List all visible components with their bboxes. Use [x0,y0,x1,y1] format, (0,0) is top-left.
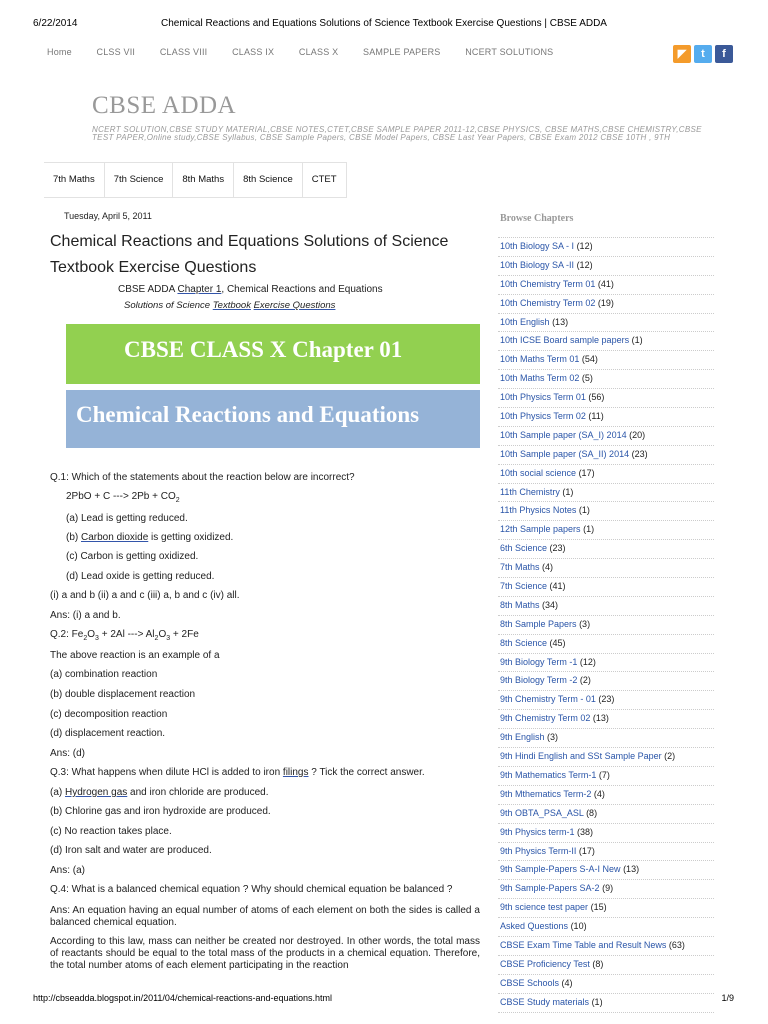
q4-paragraph: According to this law, mass can neither be created nor destroyed. In other words, the total mass of reactants should be equal to the total mass of the products in a chemical equation. Therefore, the total number atoms of each element participating in the reaction [50,936,480,971]
chapter-link[interactable]: 8th Science [500,637,548,648]
twitter-icon[interactable]: t [694,45,712,63]
chapter-post-count: (12) [579,656,596,667]
q3-option-c: (c) No reaction takes place. [50,826,172,837]
sidebar-chapter-item[interactable] [498,276,714,295]
chapter-post-count: (20) [629,429,646,440]
sidebar-chapter-item[interactable] [498,767,714,786]
chapter-post-count: (13) [592,713,609,724]
chapter-post-count: (17) [578,467,595,478]
sidebar-chapter-item[interactable] [498,672,714,691]
sidebar-chapter-item[interactable] [498,295,714,314]
blog-description: NCERT SOLUTION,CBSE STUDY MATERIAL,CBSE NOTES,CTET,CBSE SAMPLE PAPER 2011-12,CBSE PHYSICS, CBSE MATHS,CBSE CHEMISTRY,CBSE TEST PAPER,Online study,CBSE Syllabus, CBSE Sample Papers, CBSE Model Papers, CBSE Last Year Papers, CBSE Exam 2012 CBSE 10TH , 9TH [92,125,702,142]
chapter-link[interactable]: Chapter 1 [177,284,222,295]
chapter-link[interactable]: 10th Chemistry Term 01 [500,278,596,289]
chapter-post-count: (3) [579,618,591,629]
sidebar-chapter-item[interactable] [498,238,714,257]
sidebar-chapter-item[interactable] [498,975,714,994]
nav-class-viii[interactable]: CLASS VIII [159,47,208,57]
chapter-banner-image [62,316,480,458]
sidebar-chapter-item[interactable] [498,956,714,975]
q1-option-b: (b) Carbon dioxide is getting oxidized. [66,532,234,543]
q1-option-d: (d) Lead oxide is getting reduced. [66,571,215,582]
chapter-post-count: (1) [578,505,590,516]
banner-line-1: CBSE CLASS X Chapter 01 [124,337,403,362]
chapter-post-count: (23) [631,448,648,459]
question-1: Q.1: Which of the statements about the reaction below are incorrect? [50,472,355,483]
chapter-post-count: (4) [542,562,554,573]
chapter-post-count: (1) [591,996,603,1007]
textbook-link[interactable]: Textbook [212,300,251,311]
tab-ctet[interactable]: CTET [303,163,347,197]
print-page-number: 1/9 [721,993,734,1003]
sidebar-chapter-item[interactable] [498,351,714,370]
tab-8th-maths[interactable]: 8th Maths [173,163,234,197]
sidebar-chapter-item[interactable] [498,465,714,484]
chapter-link[interactable]: CBSE Schools [500,977,560,988]
sidebar-chapter-item[interactable] [498,691,714,710]
chapter-link[interactable]: 9th Physics Term-II [500,845,577,856]
sidebar-chapter-item[interactable] [498,937,714,956]
chapter-post-count: (19) [597,297,614,308]
chapter-link[interactable]: 9th Sample-Papers SA-2 [500,883,600,894]
nav-class-vii[interactable]: CLSS VII [96,47,136,57]
chapter-post-count: (9) [602,883,614,894]
chapter-link[interactable]: 9th Mathematics Term-1 [500,769,597,780]
print-title: Chemical Reactions and Equations Solutions of Science Textbook Exercise Questions | CBSE ADDA [161,18,607,29]
question-3: Q.3: What happens when dilute HCl is added to iron filings ? Tick the correct answer. [50,767,425,778]
sidebar-chapter-item[interactable] [498,710,714,729]
chapter-link[interactable]: 10th Chemistry Term 02 [500,297,596,308]
print-date: 6/22/2014 [33,18,78,29]
social-links [670,44,733,63]
q1-option-a: (a) Lead is getting reduced. [66,513,188,524]
chapter-post-count: (34) [542,599,559,610]
tab-7th-science[interactable]: 7th Science [105,163,174,197]
q1-option-c: (c) Carbon is getting oxidized. [66,551,199,562]
q3-answer: Ans: (a) [50,865,86,876]
sidebar-chapter-item[interactable] [498,597,714,616]
chapter-post-count: (54) [581,354,598,365]
chapter-link[interactable]: 9th Hindi English and SSt Sample Paper [500,751,662,762]
top-nav [33,40,733,70]
chapter-post-count: (8) [586,807,598,818]
post-subtitle: Solutions of Science Textbook Exercise Questions [124,300,336,311]
sidebar-chapter-item[interactable] [498,521,714,540]
chapter-post-count: (10) [570,921,587,932]
nav-home[interactable]: Home [47,47,72,57]
nav-class-x[interactable]: CLASS X [298,47,339,57]
sidebar-chapter-item[interactable] [498,654,714,673]
chapter-post-count: (17) [578,845,595,856]
chapter-link[interactable]: CBSE Exam Time Table and Result News [500,939,667,950]
chapter-post-count: (12) [576,241,593,251]
sidebar-chapter-item[interactable] [498,257,714,276]
chapter-post-count: (45) [549,637,566,648]
chapter-post-count: (38) [577,826,594,837]
sidebar-chapter-item[interactable] [498,635,714,654]
sidebar-chapter-item[interactable] [498,484,714,503]
post-subheading: CBSE ADDA Chapter 1, Chemical Reactions and Equations [118,284,383,295]
q2-option-c: (c) decomposition reaction [50,709,168,720]
sidebar-chapter-item[interactable] [498,918,714,937]
chapter-post-count: (4) [561,977,573,988]
chapter-post-count: (2) [579,675,591,686]
chapter-link[interactable]: 10th Sample paper (SA_I) 2014 [500,429,627,440]
chapter-link[interactable]: 9th Biology Term -2 [500,675,578,686]
chapter-post-count: (41) [549,581,566,592]
sidebar-chapter-item[interactable] [498,332,714,351]
q2-statement: The above reaction is an example of a [50,650,220,661]
sidebar-chapter-item[interactable] [498,994,714,1013]
chapter-post-count: (15) [590,902,607,913]
sidebar-chapter-item[interactable] [498,616,714,635]
sidebar-chapter-item[interactable] [498,314,714,333]
chapter-link[interactable]: 11th Chemistry [500,486,560,497]
filings-link[interactable]: filings [282,767,309,778]
chapter-link[interactable]: 9th Chemistry Term 02 [500,713,591,724]
chapter-post-count: (12) [576,259,593,270]
chapter-post-count: (8) [592,958,604,969]
chapter-post-count: (23) [549,543,566,554]
chapter-link[interactable]: 8th Maths [500,599,540,610]
chapter-post-count: (41) [597,278,614,289]
chapter-link[interactable]: 12th Sample papers [500,524,581,535]
sidebar-chapter-item[interactable] [498,805,714,824]
sidebar-chapter-item[interactable] [498,389,714,408]
q3-option-a: (a) Hydrogen gas and iron chloride are produced. [50,787,269,798]
chapter-post-count: (1) [631,335,643,346]
chapter-link[interactable]: 10th Biology SA -II [500,259,575,270]
sidebar-browse-chapters [498,209,714,1013]
sidebar-title: Browse Chapters [500,213,574,224]
q2-option-d: (d) displacement reaction. [50,728,166,739]
q2-option-b: (b) double displacement reaction [50,689,196,700]
chapter-link[interactable]: CBSE Proficiency Test [500,958,590,969]
chapter-post-count: (1) [583,524,595,535]
carbon-dioxide-link[interactable]: Carbon dioxide [81,532,149,543]
q1-choices: (i) a and b (ii) a and c (iii) a, b and c (iv) all. [50,590,240,601]
sidebar-chapter-item[interactable] [498,786,714,805]
chapter-link[interactable]: 9th OBTA_PSA_ASL [500,807,584,818]
tab-7th-maths[interactable]: 7th Maths [44,163,105,197]
chapter-link[interactable]: 8th Sample Papers [500,618,577,629]
chapter-link[interactable]: 7th Maths [500,562,540,573]
q3-option-d: (d) Iron salt and water are produced. [50,845,212,856]
nav-sample-papers[interactable]: SAMPLE PAPERS [363,47,441,57]
chapter-post-count: (13) [552,316,569,327]
chapter-post-count: (63) [668,939,685,950]
chapter-link[interactable]: 10th Sample paper (SA_II) 2014 [500,448,630,459]
chapter-link[interactable]: 10th Physics Term 02 [500,411,586,422]
chapter-post-count: (56) [588,392,605,403]
chapter-link[interactable]: 9th Biology Term -1 [500,656,578,667]
chapter-list [498,237,714,1013]
chapter-link[interactable]: 9th science test paper [500,902,589,913]
chapter-post-count: (4) [593,788,605,799]
sidebar-chapter-item[interactable] [498,559,714,578]
chapter-post-count: (1) [562,486,574,497]
chapter-link[interactable]: 9th Sample-Papers S-A-I New [500,864,621,875]
question-4: Q.4: What is a balanced chemical equation ? Why should chemical equation be balanced ? [50,884,453,895]
chapter-post-count: (11) [588,411,604,422]
chapter-post-count: (3) [547,732,559,743]
chapter-link[interactable]: 10th ICSE Board sample papers [500,335,630,346]
q4-answer: Ans: An equation having an equal number of atoms of each element on both the sides is called a balanced chemical equation. [50,905,480,928]
chapter-post-count: (13) [623,864,640,875]
chapter-post-count: (2) [664,751,676,762]
post-date: Tuesday, April 5, 2011 [64,211,152,221]
chapter-link[interactable]: 9th Physics term-1 [500,826,575,837]
sidebar-chapter-item[interactable] [498,578,714,597]
nav-class-ix[interactable]: CLASS IX [232,47,275,57]
sidebar-chapter-item[interactable] [498,540,714,559]
chapter-link[interactable]: CBSE Study materials [500,996,590,1007]
sidebar-chapter-item[interactable] [498,880,714,899]
sidebar-chapter-item[interactable] [498,502,714,521]
sidebar-chapter-item[interactable] [498,446,714,465]
chapter-link[interactable]: 11th Physics Notes [500,505,577,516]
chapter-link[interactable]: Asked Questions [500,921,569,932]
q3-option-b: (b) Chlorine gas and iron hydroxide are produced. [50,806,271,817]
q1-equation: 2PbO + C ---> $2Pb + CO_2$ [66,491,180,504]
sidebar-chapter-item[interactable] [498,899,714,918]
facebook-icon[interactable]: f [715,45,733,63]
tab-bar [44,162,347,198]
hydrogen-gas-link[interactable]: Hydrogen gas [65,787,128,798]
sidebar-chapter-item[interactable] [498,824,714,843]
chapter-link[interactable]: 9th Mthematics Term-2 [500,788,592,799]
sidebar-chapter-item[interactable] [498,729,714,748]
chapter-link[interactable]: 9th Chemistry Term - 01 [500,694,596,705]
sidebar-chapter-item[interactable] [498,748,714,767]
sidebar-chapter-item[interactable] [498,843,714,862]
sidebar-chapter-item[interactable] [498,427,714,446]
chapter-link[interactable]: 10th Maths Term 01 [500,354,580,365]
chapter-link[interactable]: 10th Biology SA - I [500,241,575,251]
chapter-post-count: (5) [581,373,593,384]
rss-icon[interactable]: ◤ [673,45,691,63]
chapter-link[interactable]: 10th social science [500,467,577,478]
sidebar-chapter-item[interactable] [498,408,714,427]
tab-8th-science[interactable]: 8th Science [234,163,303,197]
post-title[interactable]: Chemical Reactions and Equations Solutions of Science Textbook Exercise Questions [50,233,449,276]
exercise-questions-link[interactable]: Exercise Questions [253,300,336,311]
sidebar-chapter-item[interactable] [498,861,714,880]
chapter-link[interactable]: 9th English [500,732,545,743]
chapter-link[interactable]: 10th Maths Term 02 [500,373,580,384]
chapter-post-count: (23) [598,694,615,705]
nav-ncert-solutions[interactable]: NCERT SOLUTIONS [465,47,554,57]
q1-answer: Ans: (i) a and b. [50,610,121,621]
q2-answer: Ans: (d) [50,748,86,759]
question-2: Q.2: $Fe_2O_3 + 2Al$ ---> $Al_2O_3 + 2Fe$ [50,629,199,642]
blog-title[interactable]: CBSE ADDA [92,92,237,119]
print-url: http://cbseadda.blogspot.in/2011/04/chemical-reactions-and-equations.html [33,993,333,1003]
q2-option-a: (a) combination reaction [50,669,158,680]
chapter-link[interactable]: 7th Science [500,581,548,592]
banner-line-2: Chemical Reactions and Equations [76,402,420,427]
sidebar-chapter-item[interactable] [498,370,714,389]
chapter-link[interactable]: 10th Physics Term 01 [500,392,586,403]
chapter-link[interactable]: 10th English [500,316,550,327]
chapter-link[interactable]: 6th Science [500,543,548,554]
chapter-post-count: (7) [598,769,610,780]
